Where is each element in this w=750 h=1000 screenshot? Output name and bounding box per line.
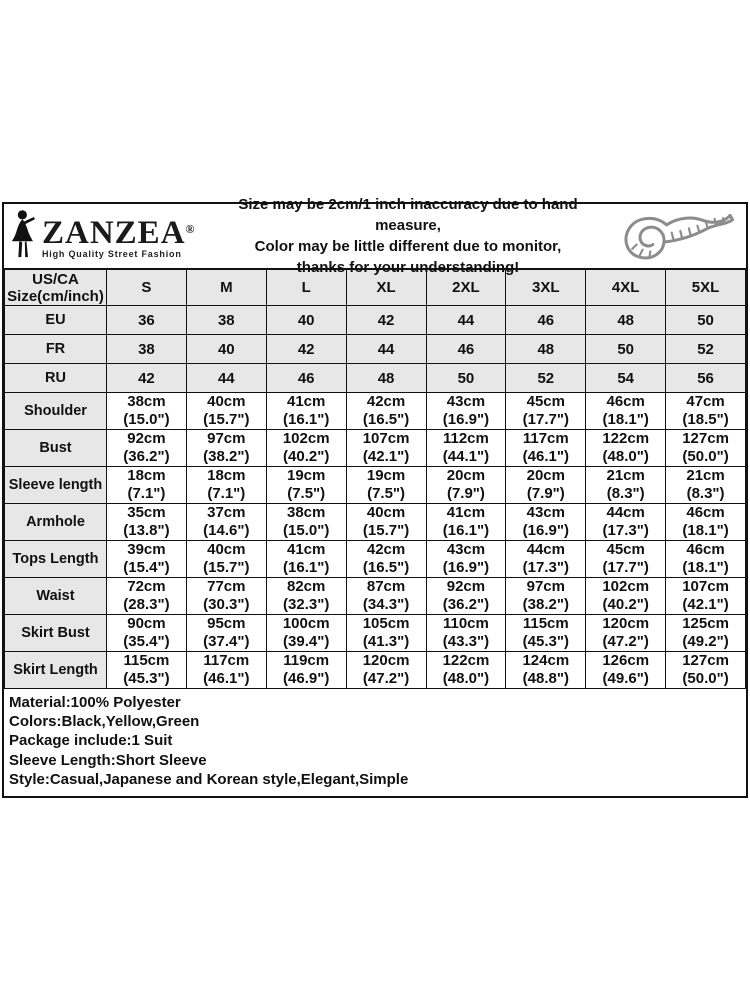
size-cell: 92cm (36.2") bbox=[107, 430, 187, 467]
size-cell: 44 bbox=[186, 364, 266, 393]
row-label: FR bbox=[5, 335, 107, 364]
size-cell: 19cm (7.5") bbox=[346, 467, 426, 504]
column-header: M bbox=[186, 270, 266, 306]
size-cell: 46 bbox=[426, 335, 506, 364]
row-label: Waist bbox=[5, 578, 107, 615]
size-cell: 46cm (18.1") bbox=[586, 393, 666, 430]
size-cell: 35cm (13.8") bbox=[107, 504, 187, 541]
size-cell: 38 bbox=[186, 306, 266, 335]
size-cell: 82cm (32.3") bbox=[266, 578, 346, 615]
row-label: Bust bbox=[5, 430, 107, 467]
size-cell: 18cm (7.1") bbox=[186, 467, 266, 504]
size-cell: 18cm (7.1") bbox=[107, 467, 187, 504]
size-cell: 117cm (46.1") bbox=[186, 652, 266, 689]
size-cell: 40cm (15.7") bbox=[186, 541, 266, 578]
size-cell: 127cm (50.0") bbox=[666, 430, 746, 467]
size-cell: 37cm (14.6") bbox=[186, 504, 266, 541]
zanzea-logo bbox=[10, 207, 208, 265]
size-cell: 102cm (40.2") bbox=[586, 578, 666, 615]
size-cell: 119cm (46.9") bbox=[266, 652, 346, 689]
size-cell: 21cm (8.3") bbox=[666, 467, 746, 504]
measurement-row-armhole bbox=[5, 504, 746, 541]
size-cell: 46cm (18.1") bbox=[666, 541, 746, 578]
size-cell: 43cm (16.9") bbox=[426, 541, 506, 578]
row-label: Skirt Bust bbox=[5, 615, 107, 652]
size-cell: 48 bbox=[506, 335, 586, 364]
size-cell: 87cm (34.3") bbox=[346, 578, 426, 615]
column-header: 3XL bbox=[506, 270, 586, 306]
column-header: L bbox=[266, 270, 346, 306]
size-cell: 124cm (48.8") bbox=[506, 652, 586, 689]
size-cell: 77cm (30.3") bbox=[186, 578, 266, 615]
measurement-row-skirt-length bbox=[5, 652, 746, 689]
size-cell: 20cm (7.9") bbox=[426, 467, 506, 504]
size-cell: 38 bbox=[107, 335, 187, 364]
size-cell: 45cm (17.7") bbox=[506, 393, 586, 430]
logo-text bbox=[42, 214, 195, 259]
size-cell: 43cm (16.9") bbox=[506, 504, 586, 541]
size-cell: 42 bbox=[266, 335, 346, 364]
size-cell: 72cm (28.3") bbox=[107, 578, 187, 615]
measurement-row-bust bbox=[5, 430, 746, 467]
column-header: 2XL bbox=[426, 270, 506, 306]
row-label: Skirt Length bbox=[5, 652, 107, 689]
measurement-row-waist bbox=[5, 578, 746, 615]
size-cell: 36 bbox=[107, 306, 187, 335]
size-cell: 20cm (7.9") bbox=[506, 467, 586, 504]
size-cell: 56 bbox=[666, 364, 746, 393]
disclaimer-text bbox=[208, 194, 608, 278]
size-cell: 117cm (46.1") bbox=[506, 430, 586, 467]
header-band bbox=[4, 196, 746, 276]
size-table bbox=[4, 269, 746, 689]
size-cell: 45cm (17.7") bbox=[586, 541, 666, 578]
size-cell: 112cm (44.1") bbox=[426, 430, 506, 467]
row-label: RU bbox=[5, 364, 107, 393]
measurement-row-tops-length bbox=[5, 541, 746, 578]
size-cell: 125cm (49.2") bbox=[666, 615, 746, 652]
size-cell: 40cm (15.7") bbox=[346, 504, 426, 541]
region-row-fr bbox=[5, 335, 746, 364]
size-cell: 44cm (17.3") bbox=[506, 541, 586, 578]
disclaimer-line: thanks for your understanding! bbox=[296, 259, 520, 276]
size-cell: 126cm (49.6") bbox=[586, 652, 666, 689]
corner-cell: US/CA Size(cm/inch) bbox=[5, 270, 107, 306]
size-cell: 48 bbox=[586, 306, 666, 335]
size-cell: 40cm (15.7") bbox=[186, 393, 266, 430]
size-cell: 41cm (16.1") bbox=[266, 541, 346, 578]
size-cell: 42 bbox=[107, 364, 187, 393]
size-cell: 42cm (16.5") bbox=[346, 541, 426, 578]
row-label: Shoulder bbox=[5, 393, 107, 430]
size-cell: 120cm (47.2") bbox=[346, 652, 426, 689]
size-cell: 44 bbox=[426, 306, 506, 335]
column-header: S bbox=[107, 270, 187, 306]
size-cell: 122cm (48.0") bbox=[586, 430, 666, 467]
size-cell: 52 bbox=[666, 335, 746, 364]
size-cell: 50 bbox=[426, 364, 506, 393]
size-cell: 52 bbox=[506, 364, 586, 393]
row-label: EU bbox=[5, 306, 107, 335]
size-cell: 42cm (16.5") bbox=[346, 393, 426, 430]
size-cell: 105cm (41.3") bbox=[346, 615, 426, 652]
size-cell: 38cm (15.0") bbox=[107, 393, 187, 430]
size-cell: 122cm (48.0") bbox=[426, 652, 506, 689]
size-cell: 41cm (16.1") bbox=[426, 504, 506, 541]
size-cell: 47cm (18.5") bbox=[666, 393, 746, 430]
size-cell: 42 bbox=[346, 306, 426, 335]
size-cell: 120cm (47.2") bbox=[586, 615, 666, 652]
size-cell: 43cm (16.9") bbox=[426, 393, 506, 430]
size-cell: 46 bbox=[266, 364, 346, 393]
row-label: Sleeve length bbox=[5, 467, 107, 504]
region-row-ru bbox=[5, 364, 746, 393]
measuring-tape-icon bbox=[612, 206, 740, 266]
size-cell: 41cm (16.1") bbox=[266, 393, 346, 430]
brand-tagline: High Quality Street Fashion bbox=[42, 248, 182, 259]
size-cell: 39cm (15.4") bbox=[107, 541, 187, 578]
size-cell: 21cm (8.3") bbox=[586, 467, 666, 504]
size-cell: 127cm (50.0") bbox=[666, 652, 746, 689]
measurement-row-sleeve-length bbox=[5, 467, 746, 504]
column-header: 5XL bbox=[666, 270, 746, 306]
brand-name: ZANZEA® bbox=[42, 214, 195, 251]
column-header: 4XL bbox=[586, 270, 666, 306]
info-line-sleeve-length: Sleeve Length:Short Sleeve bbox=[9, 751, 207, 769]
registered-mark: ® bbox=[185, 221, 195, 236]
size-cell: 97cm (38.2") bbox=[506, 578, 586, 615]
size-cell: 107cm (42.1") bbox=[666, 578, 746, 615]
size-cell: 115cm (45.3") bbox=[107, 652, 187, 689]
size-cell: 54 bbox=[586, 364, 666, 393]
size-cell: 92cm (36.2") bbox=[426, 578, 506, 615]
size-cell: 44 bbox=[346, 335, 426, 364]
size-cell: 46 bbox=[506, 306, 586, 335]
size-cell: 115cm (45.3") bbox=[506, 615, 586, 652]
size-chart-sheet bbox=[2, 196, 748, 798]
info-line-package: Package include:1 Suit bbox=[9, 732, 173, 750]
size-cell: 40 bbox=[186, 335, 266, 364]
measurement-row-shoulder bbox=[5, 393, 746, 430]
size-cell: 44cm (17.3") bbox=[586, 504, 666, 541]
size-cell: 102cm (40.2") bbox=[266, 430, 346, 467]
size-cell: 107cm (42.1") bbox=[346, 430, 426, 467]
size-cell: 38cm (15.0") bbox=[266, 504, 346, 541]
size-cell: 110cm (43.3") bbox=[426, 615, 506, 652]
size-cell: 48 bbox=[346, 364, 426, 393]
size-cell: 97cm (38.2") bbox=[186, 430, 266, 467]
product-info bbox=[4, 689, 746, 796]
row-label: Tops Length bbox=[5, 541, 107, 578]
disclaimer-line: Size may be 2cm/1 inch inaccuracy due to hand measure, bbox=[238, 196, 578, 234]
size-cell: 95cm (37.4") bbox=[186, 615, 266, 652]
size-cell: 50 bbox=[586, 335, 666, 364]
size-cell: 19cm (7.5") bbox=[266, 467, 346, 504]
info-line-material: Material:100% Polyester bbox=[9, 694, 181, 711]
info-line-style: Style:Casual,Japanese and Korean style,Elegant,Simple bbox=[9, 770, 409, 788]
row-label: Armhole bbox=[5, 504, 107, 541]
size-cell: 100cm (39.4") bbox=[266, 615, 346, 652]
measurement-row-skirt-bust bbox=[5, 615, 746, 652]
woman-silhouette-icon bbox=[10, 207, 40, 265]
info-line-colors: Colors:Black,Yellow,Green bbox=[9, 713, 200, 731]
column-header: XL bbox=[346, 270, 426, 306]
size-cell: 46cm (18.1") bbox=[666, 504, 746, 541]
region-row-eu bbox=[5, 306, 746, 335]
disclaimer-line: Color may be little different due to monitor, bbox=[254, 238, 562, 255]
size-cell: 50 bbox=[666, 306, 746, 335]
size-cell: 90cm (35.4") bbox=[107, 615, 187, 652]
size-cell: 40 bbox=[266, 306, 346, 335]
